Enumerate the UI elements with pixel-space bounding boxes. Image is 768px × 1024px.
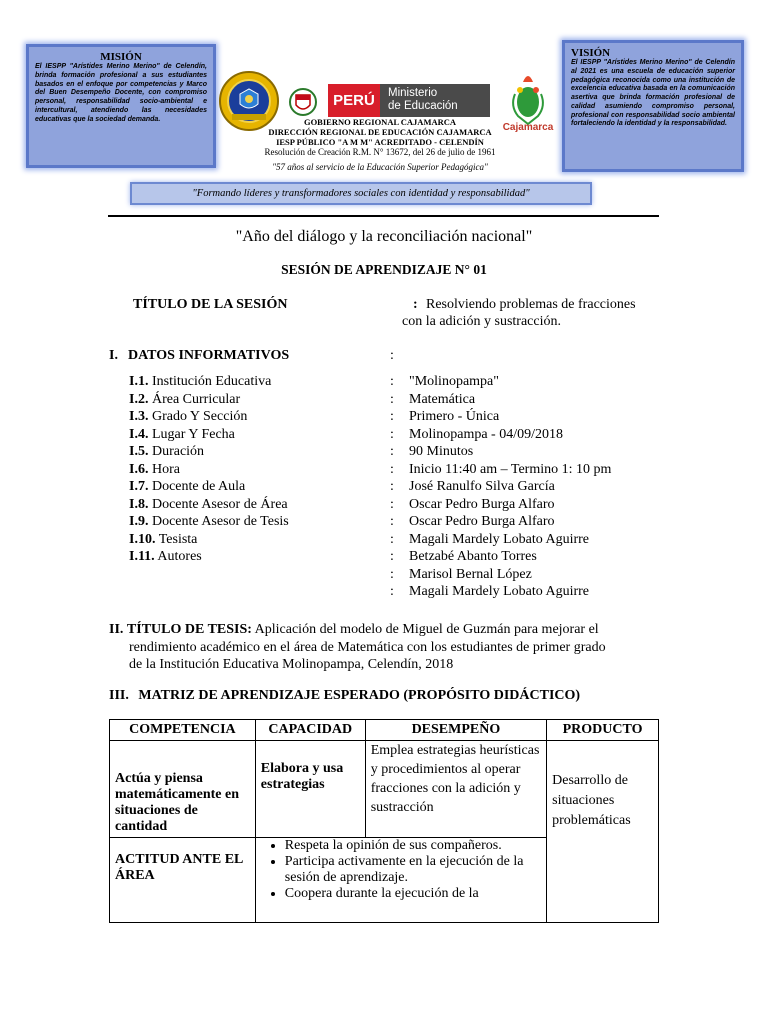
datos-row-text: Área Curricular	[151, 391, 241, 407]
datos-row-value: Marisol Bernal López	[409, 566, 532, 582]
datos-row	[0, 409, 768, 427]
gobierno-regional-line: GOBIERNO REGIONAL CAJAMARCA	[303, 117, 457, 127]
datos-row-colon: :	[390, 374, 394, 389]
datos-row-label	[129, 462, 180, 478]
datos-row-number: I.4.	[129, 426, 149, 442]
datos-heading-number: I.	[109, 348, 118, 363]
datos-row-text: Tesista	[158, 531, 198, 547]
vision-title: VISIÓN	[571, 47, 611, 59]
producto-cell: Desarrollo de situaciones problemáticas	[547, 741, 659, 923]
datos-row-label	[129, 549, 202, 565]
datos-row-label	[129, 427, 235, 443]
matriz-title: MATRIZ DE APRENDIZAJE ESPERADO (PROPÓSITO DIDÁCTICO)	[138, 688, 581, 703]
year-title: "Año del diálogo y la reconciliación nacional"	[235, 228, 533, 245]
datos-row-number: I.6.	[129, 461, 149, 477]
datos-row	[0, 497, 768, 515]
datos-row-colon: :	[390, 496, 394, 512]
datos-row	[0, 549, 768, 567]
matriz-number: III.	[109, 688, 129, 703]
datos-row	[0, 427, 768, 445]
actitud-item: • Coopera durante la ejecución de la	[285, 886, 541, 902]
datos-row-number: I.11.	[129, 549, 155, 564]
tesis-label: TÍTULO DE TESIS:	[126, 622, 252, 637]
datos-row-value: 90 Minutos	[409, 444, 474, 459]
datos-row-number: I.2.	[129, 391, 149, 407]
datos-row	[0, 374, 768, 392]
datos-row-colon: :	[390, 444, 394, 459]
datos-row-text: Duración	[151, 444, 205, 459]
datos-row-text: Docente de Aula	[151, 479, 246, 494]
datos-row	[0, 462, 768, 480]
session-title: SESIÓN DE APRENDIZAJE N° 01	[281, 262, 487, 277]
datos-row-colon: :	[390, 584, 394, 599]
datos-row-colon: :	[390, 479, 394, 494]
actitud-cell	[255, 838, 546, 923]
anniversary-line: "57 años al servicio de la Educación Superior Pedagógica"	[272, 161, 488, 172]
actitud-item: • Respeta la opinión de sus compañeros.	[285, 838, 541, 854]
datos-row-value: Oscar Pedro Burga Alfaro	[409, 514, 555, 529]
actitud-label-cell: ACTITUD ANTE EL ÁREA	[110, 838, 256, 923]
datos-row-text: Lugar Y Fecha	[151, 426, 235, 442]
datos-row-number: I.8.	[129, 496, 149, 512]
datos-row-colon: :	[390, 549, 394, 564]
datos-row-number: I.9.	[129, 514, 149, 529]
header-producto: PRODUCTO	[547, 720, 659, 741]
mision-box	[26, 44, 216, 168]
session-title-value-line2: con la adición y sustracción.	[402, 314, 562, 329]
datos-row	[0, 444, 768, 462]
datos-row-number: I.1.	[129, 374, 149, 389]
tesis-section	[109, 621, 659, 674]
datos-row-text: Autores	[157, 549, 202, 564]
mision-text: El IESPP "Arístides Merino Merino" de Celendín, brinda formación profesional a sus estudiantes basados en el enfoque por competencias y Marco del Buen Desempeño Docente, con compromiso personal, responsabilidad socio-ambiental e intercultural, atendiendo las necesidades educativas que la sociedad demanda.	[35, 63, 207, 123]
matriz-row-competencia	[110, 741, 659, 838]
datos-row-label	[129, 374, 271, 390]
header-desempeno: DESEMPEÑO	[365, 720, 546, 741]
mision-title: MISIÓN	[100, 51, 142, 63]
motto-banner: "Formando líderes y transformadores sociales con identidad y responsabilidad"	[130, 182, 592, 205]
datos-row-text: Institución Educativa	[151, 374, 272, 389]
institution-header	[245, 118, 515, 172]
datos-row-value: Inicio 11:40 am – Termino 1: 10 pm	[409, 461, 612, 477]
matriz-table	[109, 719, 659, 923]
datos-row-label	[129, 392, 240, 408]
datos-row-text: Hora	[151, 461, 180, 477]
datos-row-value: Primero - Única	[409, 409, 500, 424]
vision-box	[562, 40, 744, 172]
cajamarca-label: Cajamarca	[502, 122, 554, 133]
header-divider	[108, 215, 659, 217]
matriz-heading	[109, 687, 580, 705]
datos-row-colon: :	[390, 514, 394, 529]
datos-row-value: Oscar Pedro Burga Alfaro	[409, 496, 555, 512]
session-title-label: TÍTULO DE LA SESIÓN	[133, 297, 288, 312]
peru-label: PERÚ	[328, 84, 380, 117]
datos-row-number: I.7.	[129, 479, 149, 494]
ministerio-label: Ministerio de Educación	[388, 87, 458, 112]
datos-row-colon: :	[390, 426, 394, 442]
datos-row-label	[129, 444, 204, 460]
session-title-value-line1: Resolviendo problemas de fracciones	[426, 297, 636, 312]
datos-row-text: Grado Y Sección	[151, 409, 248, 424]
matriz-header-row	[110, 720, 659, 741]
direccion-regional-line: DIRECCIÓN REGIONAL DE EDUCACIÓN CAJAMARCA	[268, 126, 492, 137]
datos-row-number: I.10.	[129, 531, 156, 547]
datos-row-number: I.3.	[129, 409, 149, 424]
datos-heading-colon: :	[390, 348, 394, 363]
actitud-item: • Participa activamente en la ejecución de la sesión de aprendizaje.	[285, 854, 541, 886]
datos-row-text: Docente Asesor de Área	[151, 496, 288, 512]
datos-row-colon: :	[390, 391, 394, 407]
ministerio-logo	[328, 84, 490, 117]
datos-row-value: Betzabé Abanto Torres	[409, 549, 537, 564]
datos-row-value: Magali Mardely Lobato Aguirre	[409, 584, 590, 599]
competencia-cell: Actúa y piensa matemáticamente en situaciones de cantidad	[110, 741, 256, 838]
header-competencia: COMPETENCIA	[110, 720, 256, 741]
datos-row	[0, 567, 768, 585]
datos-row-label	[129, 479, 245, 495]
tesis-line3: de la Institución Educativa Molinopampa, Celendín, 2018	[129, 657, 454, 672]
tesis-line2: rendimiento académico en el área de Matemática con los estudiantes de primer grado	[129, 639, 606, 655]
datos-row-value: Matemática	[409, 391, 476, 407]
tesis-number: II.	[109, 622, 124, 637]
datos-row	[0, 392, 768, 410]
capacidad-cell: Elabora y usa estrategias	[255, 741, 365, 838]
datos-row	[0, 584, 768, 602]
datos-row-value: Magali Mardely Lobato Aguirre	[409, 531, 590, 547]
datos-row-colon: :	[390, 409, 394, 424]
desempeno-cell: Emplea estrategias heurísticas y procedimientos al operar fracciones con la adición y sustracción	[365, 741, 546, 838]
datos-row-colon: :	[390, 531, 394, 547]
datos-row-colon: :	[390, 566, 394, 582]
datos-row-value: "Molinopampa"	[409, 374, 499, 389]
datos-row-value: Molinopampa - 04/09/2018	[409, 426, 563, 442]
header-capacidad: CAPACIDAD	[255, 720, 365, 741]
datos-row-label	[129, 497, 288, 513]
datos-row-number: I.5.	[129, 444, 149, 459]
datos-row-text: Docente Asesor de Tesis	[151, 514, 289, 529]
peru-shield-icon	[288, 86, 318, 118]
iesp-line: IESP PÚBLICO "A M M" ACREDITADO - CELENDÍN	[276, 136, 484, 147]
session-title-colon: :	[413, 297, 418, 312]
datos-row-colon: :	[390, 461, 394, 477]
resolution-line: Resolución de Creación R.M. N° 13672, del 26 de julio de 1961	[264, 147, 496, 158]
datos-row	[0, 532, 768, 550]
datos-row-label	[129, 514, 289, 530]
vision-text: El IESPP "Arístides Merino Merino" de Celendín al 2021 es una escuela de educación superior pedagógica reconocida como una institución de excelencia educativa basada en la comunicación asertiva que brinda formación profesional de calidad asumiendo compromiso personal, profesional con responsabilidad socio ambiental fortaleciendo la identidad y la responsabilidad.	[571, 59, 735, 128]
datos-heading: DATOS INFORMATIVOS	[128, 348, 290, 363]
datos-row-label	[129, 532, 197, 548]
datos-row	[0, 479, 768, 497]
actitudes-list	[261, 838, 541, 902]
datos-row-value: José Ranulfo Silva García	[409, 479, 555, 494]
datos-row-label	[129, 409, 247, 425]
tesis-line1: Aplicación del modelo de Miguel de Guzmán para mejorar el	[251, 622, 599, 637]
datos-row	[0, 514, 768, 532]
